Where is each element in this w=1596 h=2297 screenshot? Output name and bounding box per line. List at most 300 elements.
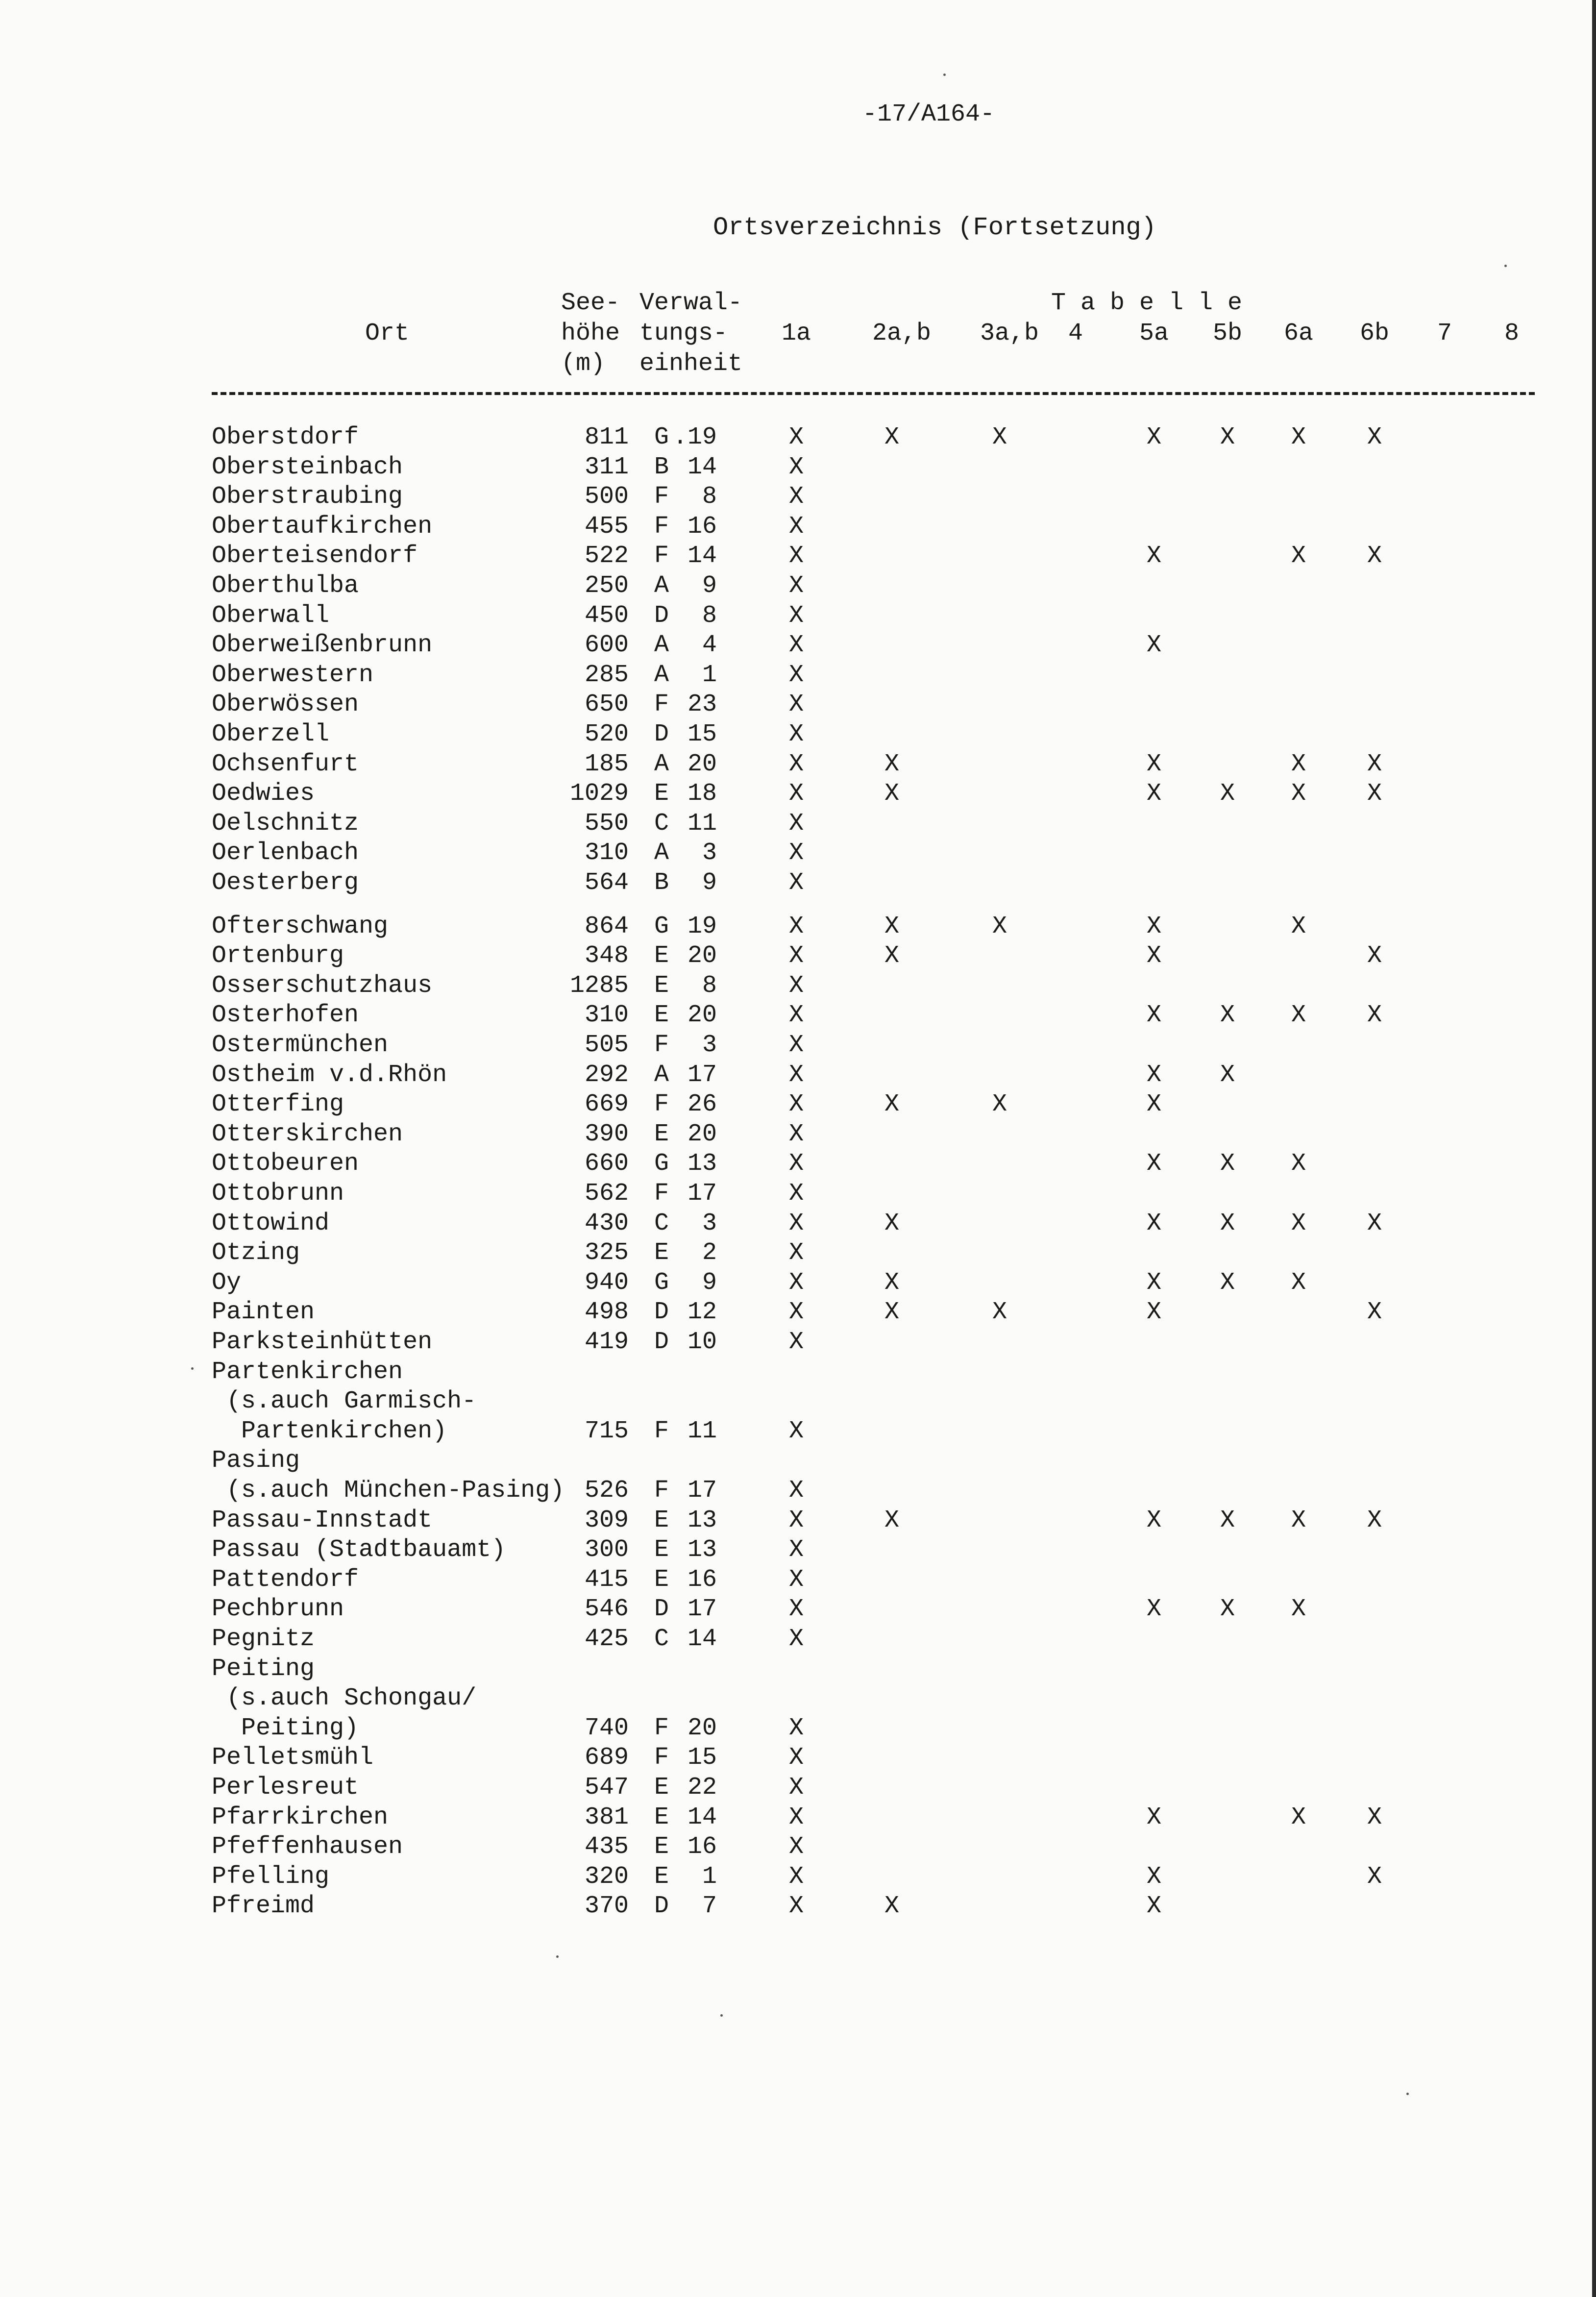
- seehoehe-value: 650: [584, 691, 629, 719]
- page-number: -17/A164-: [862, 100, 995, 128]
- mark-1a: X: [788, 542, 804, 570]
- mark-1a: X: [788, 572, 804, 600]
- mark-5b: X: [1220, 1209, 1235, 1237]
- verwaltung-letter: D: [654, 1328, 669, 1356]
- mark-1a: X: [788, 912, 804, 940]
- verwaltung-zone: 20: [687, 1714, 717, 1742]
- verwaltung-zone: 4: [702, 631, 717, 660]
- ort-name: Oberwestern: [212, 661, 374, 689]
- verwaltung-zone: 17: [687, 1477, 717, 1505]
- mark-5b: X: [1220, 1001, 1235, 1030]
- verwaltung-letter: G: [654, 912, 669, 940]
- mark-6a: X: [1291, 1595, 1306, 1624]
- mark-5a: X: [1146, 1268, 1161, 1297]
- mark-1a: X: [788, 780, 804, 808]
- seehoehe-value: 435: [584, 1833, 629, 1861]
- mark-2ab: X: [884, 1892, 899, 1921]
- mark-1a: X: [788, 1061, 804, 1089]
- verwaltung-zone: 8: [702, 601, 717, 630]
- mark-1a: X: [788, 1239, 804, 1267]
- header-col-5b: 5b: [1212, 320, 1242, 347]
- header-col-6b: 6b: [1359, 320, 1389, 347]
- seehoehe-value: 320: [584, 1862, 629, 1891]
- verwaltung-letter: E: [654, 1239, 669, 1267]
- mark-1a: X: [788, 423, 804, 451]
- verwaltung-letter: D: [654, 1595, 669, 1624]
- ort-name: Perlesreut: [212, 1774, 359, 1802]
- page-edge: [1592, 0, 1596, 2297]
- mark-1a: X: [788, 1120, 804, 1148]
- mark-5a: X: [1146, 1803, 1161, 1831]
- mark-1a: X: [788, 1833, 804, 1861]
- seehoehe-value: 526: [584, 1477, 629, 1505]
- verwaltung-zone: 17: [687, 1595, 717, 1624]
- mark-1a: X: [788, 1150, 804, 1178]
- verwaltung-zone: 7: [702, 1892, 717, 1921]
- header-verwaltung-3: einheit: [639, 350, 743, 378]
- speck: [943, 74, 946, 76]
- mark-1a: X: [788, 1180, 804, 1208]
- mark-5a: X: [1146, 912, 1161, 940]
- mark-1a: X: [788, 1506, 804, 1534]
- ort-name: Pegnitz: [212, 1625, 315, 1653]
- mark-2ab: X: [884, 1268, 899, 1297]
- verwaltung-zone: 23: [687, 691, 717, 719]
- verwaltung-letter: E: [654, 1833, 669, 1861]
- verwaltung-zone: 17: [687, 1180, 717, 1208]
- speck: [1504, 265, 1507, 267]
- seehoehe-value: 564: [584, 869, 629, 897]
- seehoehe-value: 505: [584, 1031, 629, 1059]
- speck: [1406, 2093, 1409, 2095]
- ort-name: Otzing: [212, 1239, 300, 1267]
- verwaltung-zone: 9: [702, 1268, 717, 1297]
- mark-5b: X: [1220, 1150, 1235, 1178]
- mark-1a: X: [788, 809, 804, 838]
- header-tabelle: T a b e l l e: [1051, 289, 1243, 317]
- ort-name: Obertaufkirchen: [212, 512, 433, 541]
- verwaltung-zone: 9: [702, 572, 717, 600]
- ort-name: Pfelling: [212, 1862, 330, 1891]
- mark-2ab: X: [884, 750, 899, 778]
- verwaltung-letter: E: [654, 1862, 669, 1891]
- mark-1a: X: [788, 750, 804, 778]
- seehoehe-value: 430: [584, 1209, 629, 1237]
- mark-5a: X: [1146, 1298, 1161, 1327]
- mark-1a: X: [788, 453, 804, 481]
- seehoehe-value: 520: [584, 720, 629, 748]
- verwaltung-letter: F: [654, 1417, 669, 1445]
- seehoehe-value: 292: [584, 1061, 629, 1089]
- mark-1a: X: [788, 1001, 804, 1030]
- verwaltung-zone: 22: [687, 1774, 717, 1802]
- verwaltung-zone: 8: [702, 483, 717, 511]
- verwaltung-zone: 3: [702, 839, 717, 867]
- verwaltung-zone: 8: [702, 971, 717, 1000]
- mark-5a: X: [1146, 1061, 1161, 1089]
- mark-5a: X: [1146, 1001, 1161, 1030]
- verwaltung-zone: 11: [687, 1417, 717, 1445]
- verwaltung-zone: 26: [687, 1090, 717, 1119]
- mark-1a: X: [788, 1744, 804, 1772]
- verwaltung-letter: F: [654, 1477, 669, 1505]
- seehoehe-value: 185: [584, 750, 629, 778]
- ort-name: Pelletsmühl: [212, 1744, 374, 1772]
- verwaltung-zone: 20: [687, 1120, 717, 1148]
- mark-5a: X: [1146, 423, 1161, 451]
- header-col-3ab: 3a,b: [980, 320, 1039, 347]
- ort-name: Pfarrkirchen: [212, 1803, 389, 1831]
- mark-1a: X: [788, 1417, 804, 1445]
- verwaltung-letter: A: [654, 1061, 669, 1089]
- verwaltung-letter: F: [654, 691, 669, 719]
- seehoehe-value: 498: [584, 1298, 629, 1327]
- ort-name: Oberzell: [212, 720, 330, 748]
- verwaltung-zone: 16: [687, 1833, 717, 1861]
- speck: [191, 1367, 194, 1370]
- mark-6a: X: [1291, 750, 1306, 778]
- mark-6b: X: [1367, 750, 1382, 778]
- verwaltung-letter: D: [654, 601, 669, 630]
- verwaltung-zone: 9: [702, 869, 717, 897]
- verwaltung-zone: 3: [702, 1031, 717, 1059]
- verwaltung-letter: E: [654, 1774, 669, 1802]
- verwaltung-letter: C: [654, 809, 669, 838]
- verwaltung-letter: E: [654, 1120, 669, 1148]
- verwaltung-letter: F: [654, 542, 669, 570]
- seehoehe-value: 811: [584, 423, 629, 451]
- mark-3ab: X: [992, 1298, 1007, 1327]
- mark-6b: X: [1367, 1803, 1382, 1831]
- verwaltung-letter: C: [654, 1625, 669, 1653]
- mark-5b: X: [1220, 1268, 1235, 1297]
- mark-1a: X: [788, 512, 804, 541]
- mark-1a: X: [788, 1031, 804, 1059]
- seehoehe-value: 381: [584, 1803, 629, 1831]
- mark-1a: X: [788, 1268, 804, 1297]
- ort-name: Osserschutzhaus: [212, 971, 433, 1000]
- mark-2ab: X: [884, 780, 899, 808]
- seehoehe-value: 390: [584, 1120, 629, 1148]
- verwaltung-zone: 13: [687, 1150, 717, 1178]
- mark-5a: X: [1146, 1862, 1161, 1891]
- mark-1a: X: [788, 1536, 804, 1564]
- verwaltung-zone: 2: [702, 1239, 717, 1267]
- mark-6b: X: [1367, 542, 1382, 570]
- mark-1a: X: [788, 483, 804, 511]
- seehoehe-value: 689: [584, 1744, 629, 1772]
- mark-6b: X: [1367, 1298, 1382, 1327]
- mark-6a: X: [1291, 1209, 1306, 1237]
- ort-name: Painten: [212, 1298, 315, 1327]
- ort-name: Oelschnitz: [212, 809, 359, 838]
- mark-6a: X: [1291, 423, 1306, 451]
- mark-5b: X: [1220, 423, 1235, 451]
- verwaltung-zone: 16: [687, 512, 717, 541]
- mark-5a: X: [1146, 1209, 1161, 1237]
- ort-name: Pfeffenhausen: [212, 1833, 403, 1861]
- seehoehe-value: 669: [584, 1090, 629, 1119]
- verwaltung-letter: E: [654, 780, 669, 808]
- verwaltung-letter: E: [654, 1565, 669, 1594]
- mark-1a: X: [788, 691, 804, 719]
- seehoehe-value: 600: [584, 631, 629, 660]
- verwaltung-letter: B: [654, 453, 669, 481]
- verwaltung-letter: C: [654, 1209, 669, 1237]
- ort-name: Osterhofen: [212, 1001, 359, 1030]
- seehoehe-value: 285: [584, 661, 629, 689]
- ort-name: Oberwall: [212, 601, 330, 630]
- header-col-1a: 1a: [781, 320, 811, 347]
- seehoehe-value: 310: [584, 1001, 629, 1030]
- verwaltung-zone: 14: [687, 453, 717, 481]
- verwaltung-letter: F: [654, 1714, 669, 1742]
- seehoehe-value: 546: [584, 1595, 629, 1624]
- verwaltung-zone: 19: [687, 912, 717, 940]
- mark-6b: X: [1367, 780, 1382, 808]
- mark-1a: X: [788, 942, 804, 970]
- mark-5a: X: [1146, 750, 1161, 778]
- mark-5a: X: [1146, 1150, 1161, 1178]
- seehoehe-value: 348: [584, 942, 629, 970]
- verwaltung-zone: 20: [687, 1001, 717, 1030]
- verwaltung-zone: 16: [687, 1565, 717, 1594]
- seehoehe-value: 562: [584, 1180, 629, 1208]
- mark-5b: X: [1220, 780, 1235, 808]
- verwaltung-letter: G: [654, 1268, 669, 1297]
- seehoehe-value: 1029: [569, 780, 629, 808]
- verwaltung-zone: 14: [687, 1803, 717, 1831]
- mark-6b: X: [1367, 423, 1382, 451]
- ort-name: Parksteinhütten: [212, 1328, 433, 1356]
- mark-5b: X: [1220, 1506, 1235, 1534]
- ort-name: Partenkirchen: [212, 1358, 403, 1386]
- verwaltung-zone: 15: [687, 720, 717, 748]
- header-verwaltung-2: tungs-: [639, 320, 728, 347]
- verwaltung-letter: F: [654, 1180, 669, 1208]
- ort-name: (s.auch Schongau/: [212, 1684, 477, 1713]
- verwaltung-letter: E: [654, 1001, 669, 1030]
- verwaltung-zone: 14: [687, 542, 717, 570]
- mark-6a: X: [1291, 1150, 1306, 1178]
- ort-name: Pfreimd: [212, 1892, 315, 1921]
- seehoehe-value: 550: [584, 809, 629, 838]
- mark-1a: X: [788, 631, 804, 660]
- mark-6b: X: [1367, 1862, 1382, 1891]
- ort-name: Peiting: [212, 1655, 315, 1683]
- ort-name: Oberweißenbrunn: [212, 631, 433, 660]
- ort-name: Obersteinbach: [212, 453, 403, 481]
- verwaltung-letter: F: [654, 512, 669, 541]
- verwaltung-letter: G: [654, 1150, 669, 1178]
- header-seehoehe-3: (m): [561, 350, 606, 378]
- verwaltung-letter: F: [654, 1744, 669, 1772]
- mark-5a: X: [1146, 631, 1161, 660]
- ort-name: Ottowind: [212, 1209, 330, 1237]
- seehoehe-value: 660: [584, 1150, 629, 1178]
- verwaltung-letter: A: [654, 661, 669, 689]
- verwaltung-letter: D: [654, 1298, 669, 1327]
- ort-name: Pasing: [212, 1447, 300, 1475]
- mark-1a: X: [788, 869, 804, 897]
- verwaltung-zone: 3: [702, 1209, 717, 1237]
- mark-1a: X: [788, 1477, 804, 1505]
- page-title: Ortsverzeichnis (Fortsetzung): [713, 213, 1156, 242]
- mark-5a: X: [1146, 1090, 1161, 1119]
- verwaltung-letter: F: [654, 483, 669, 511]
- mark-1a: X: [788, 1774, 804, 1802]
- ort-name: Ostermünchen: [212, 1031, 389, 1059]
- speck: [556, 1955, 559, 1958]
- ort-name: Passau-Innstadt: [212, 1506, 433, 1534]
- mark-6a: X: [1291, 780, 1306, 808]
- verwaltung-letter: A: [654, 839, 669, 867]
- mark-1a: X: [788, 971, 804, 1000]
- header-seehoehe-1: See-: [561, 289, 620, 317]
- seehoehe-value: 864: [584, 912, 629, 940]
- seehoehe-value: 547: [584, 1774, 629, 1802]
- mark-2ab: X: [884, 1506, 899, 1534]
- ort-name: Oberstdorf: [212, 423, 359, 451]
- header-col-6a: 6a: [1283, 320, 1313, 347]
- seehoehe-value: 370: [584, 1892, 629, 1921]
- verwaltung-letter: B: [654, 869, 669, 897]
- mark-1a: X: [788, 661, 804, 689]
- verwaltung-letter: E: [654, 1506, 669, 1534]
- header-col-4: 4: [1068, 320, 1083, 347]
- verwaltung-zone: 1: [702, 661, 717, 689]
- seehoehe-value: 311: [584, 453, 629, 481]
- ort-name: Oberwössen: [212, 691, 359, 719]
- mark-6a: X: [1291, 1001, 1306, 1030]
- header-col-7: 7: [1437, 320, 1452, 347]
- ort-name: Ottobrunn: [212, 1180, 344, 1208]
- verwaltung-zone: 11: [687, 809, 717, 838]
- mark-5a: X: [1146, 1506, 1161, 1534]
- mark-1a: X: [788, 720, 804, 748]
- seehoehe-value: 715: [584, 1417, 629, 1445]
- mark-6b: X: [1367, 1209, 1382, 1237]
- seehoehe-value: 309: [584, 1506, 629, 1534]
- seehoehe-value: 1285: [569, 971, 629, 1000]
- mark-1a: X: [788, 1595, 804, 1624]
- verwaltung-zone: 17: [687, 1061, 717, 1089]
- mark-1a: X: [788, 1625, 804, 1653]
- mark-5a: X: [1146, 1595, 1161, 1624]
- seehoehe-value: 425: [584, 1625, 629, 1653]
- mark-3ab: X: [992, 912, 1007, 940]
- verwaltung-zone: 15: [687, 1744, 717, 1772]
- mark-1a: X: [788, 1328, 804, 1356]
- ort-name: Oberstraubing: [212, 483, 403, 511]
- mark-6a: X: [1291, 1506, 1306, 1534]
- mark-5a: X: [1146, 942, 1161, 970]
- mark-2ab: X: [884, 423, 899, 451]
- mark-6a: X: [1291, 1268, 1306, 1297]
- seehoehe-value: 522: [584, 542, 629, 570]
- verwaltung-letter: E: [654, 942, 669, 970]
- ort-name: Passau (Stadtbauamt): [212, 1536, 506, 1564]
- ort-name: Partenkirchen): [212, 1417, 447, 1445]
- verwaltung-zone: 20: [687, 942, 717, 970]
- ort-name: Oesterberg: [212, 869, 359, 897]
- ort-name: Oberteisendorf: [212, 542, 418, 570]
- ort-name: Oedwies: [212, 780, 315, 808]
- seehoehe-value: 740: [584, 1714, 629, 1742]
- mark-6a: X: [1291, 1803, 1306, 1831]
- seehoehe-value: 310: [584, 839, 629, 867]
- mark-5b: X: [1220, 1061, 1235, 1089]
- seehoehe-value: 250: [584, 572, 629, 600]
- mark-1a: X: [788, 1862, 804, 1891]
- ort-name: Ottobeuren: [212, 1150, 359, 1178]
- mark-1a: X: [788, 1892, 804, 1921]
- seehoehe-value: 455: [584, 512, 629, 541]
- ort-name: Oy: [212, 1268, 242, 1297]
- verwaltung-letter: E: [654, 971, 669, 1000]
- mark-6a: X: [1291, 542, 1306, 570]
- verwaltung-zone: 18: [687, 780, 717, 808]
- speck: [720, 2014, 723, 2017]
- mark-6b: X: [1367, 942, 1382, 970]
- mark-1a: X: [788, 1209, 804, 1237]
- seehoehe-value: 325: [584, 1239, 629, 1267]
- mark-5a: X: [1146, 1892, 1161, 1921]
- mark-1a: X: [788, 1090, 804, 1119]
- mark-3ab: X: [992, 423, 1007, 451]
- verwaltung-zone: 1: [702, 1862, 717, 1891]
- mark-2ab: X: [884, 942, 899, 970]
- verwaltung-letter: A: [654, 572, 669, 600]
- mark-2ab: X: [884, 912, 899, 940]
- header-rule: [212, 392, 1535, 395]
- verwaltung-zone: 13: [687, 1506, 717, 1534]
- ort-name: Oerlenbach: [212, 839, 359, 867]
- ort-name: Otterfing: [212, 1090, 344, 1119]
- mark-1a: X: [788, 1803, 804, 1831]
- mark-1a: X: [788, 839, 804, 867]
- ort-name: Peiting): [212, 1714, 359, 1742]
- verwaltung-letter: E: [654, 1536, 669, 1564]
- header-col-5a: 5a: [1139, 320, 1169, 347]
- verwaltung-letter: G: [654, 423, 669, 451]
- header-verwaltung-1: Verwal-: [639, 289, 743, 317]
- ort-name: Ofterschwang: [212, 912, 389, 940]
- seehoehe-value: 415: [584, 1565, 629, 1594]
- verwaltung-zone: 14: [687, 1625, 717, 1653]
- header-seehoehe-2: höhe: [561, 320, 620, 347]
- ort-name: Oberthulba: [212, 572, 359, 600]
- ort-name: Pattendorf: [212, 1565, 359, 1594]
- seehoehe-value: 419: [584, 1328, 629, 1356]
- header-col-8: 8: [1504, 320, 1519, 347]
- mark-2ab: X: [884, 1298, 899, 1327]
- mark-6a: X: [1291, 912, 1306, 940]
- mark-5b: X: [1220, 1595, 1235, 1624]
- mark-6b: X: [1367, 1506, 1382, 1534]
- ort-name: Pechbrunn: [212, 1595, 344, 1624]
- verwaltung-letter: D: [654, 720, 669, 748]
- seehoehe-value: 450: [584, 601, 629, 630]
- verwaltung-letter: F: [654, 1090, 669, 1119]
- mark-1a: X: [788, 1298, 804, 1327]
- mark-1a: X: [788, 1714, 804, 1742]
- verwaltung-zone: 12: [687, 1298, 717, 1327]
- mark-3ab: X: [992, 1090, 1007, 1119]
- mark-5a: X: [1146, 542, 1161, 570]
- verwaltung-letter: E: [654, 1803, 669, 1831]
- verwaltung-letter: F: [654, 1031, 669, 1059]
